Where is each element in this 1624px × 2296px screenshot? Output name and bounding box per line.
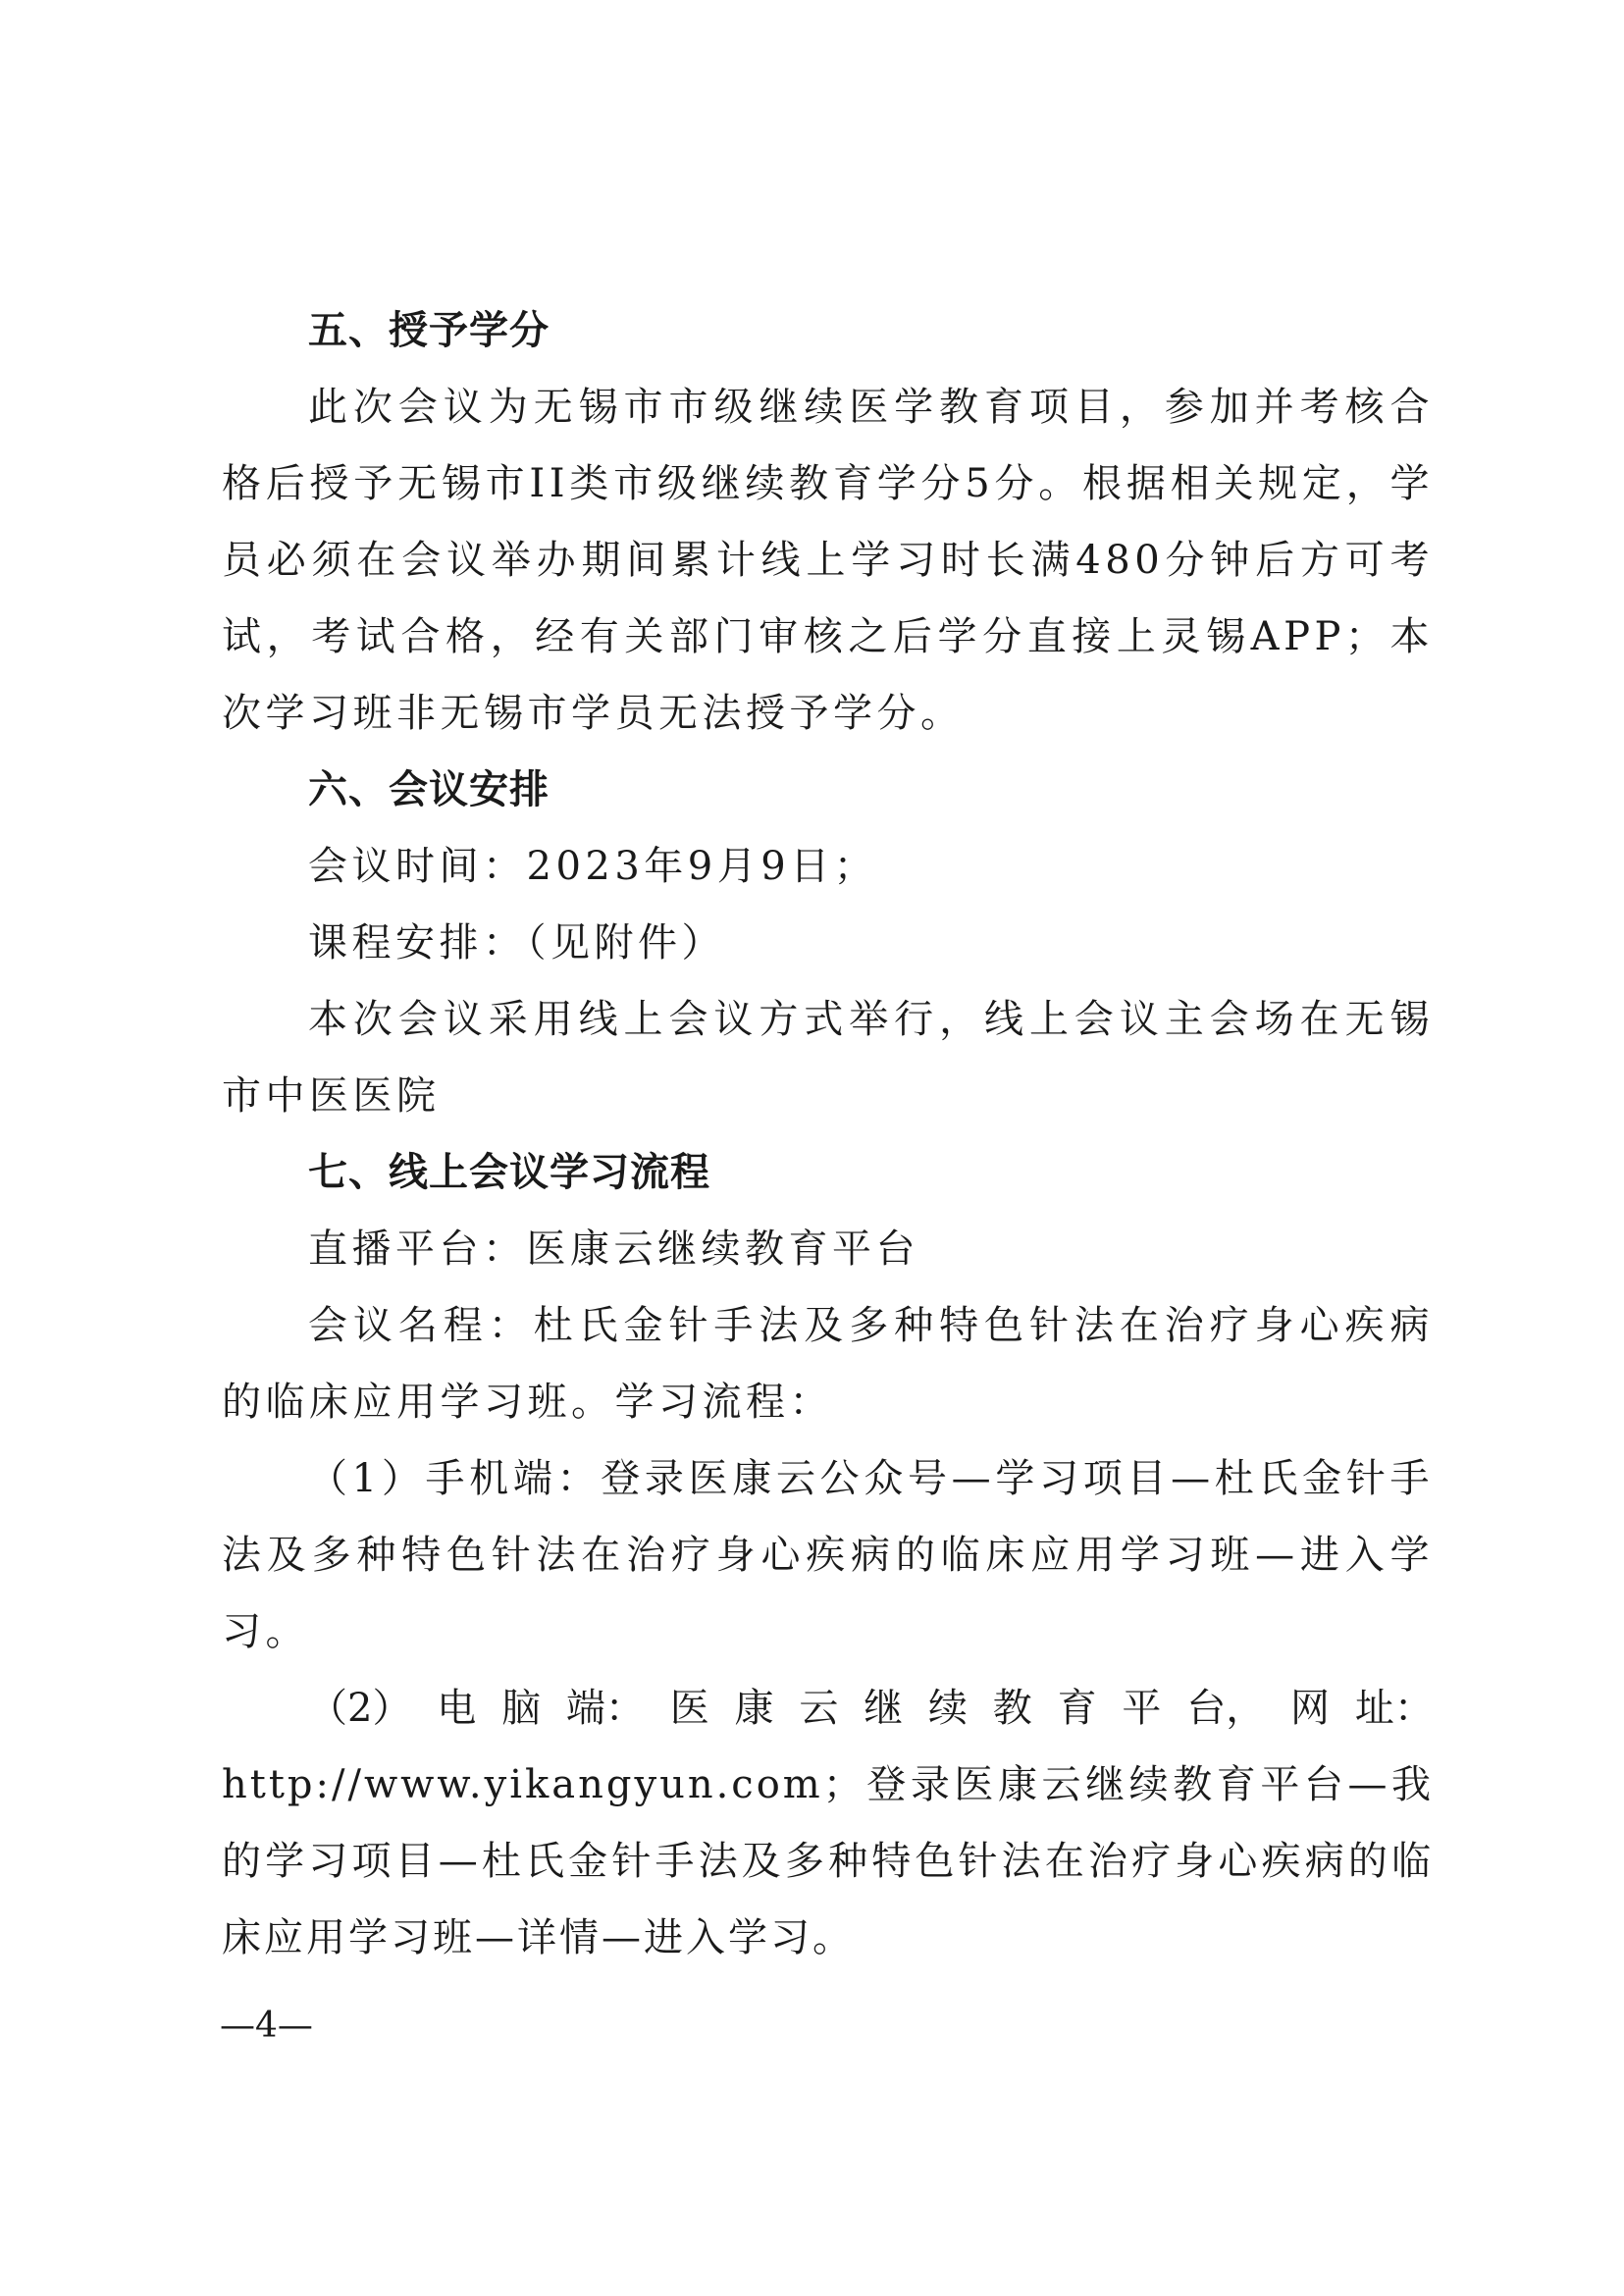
document-body	[222, 292, 1434, 1976]
pc-part: 康	[734, 1686, 774, 1731]
meeting-venue: 本次会议采用线上会议方式举行，线上会议主会场在无锡市中医医院	[222, 997, 1434, 1119]
pc-part: 平	[1122, 1686, 1162, 1731]
pc-part: （2）	[308, 1686, 412, 1731]
pc-part: 继	[864, 1686, 904, 1731]
pc-part: 台，	[1186, 1686, 1266, 1731]
credits-paragraph: 此次会议为无锡市市级继续医学教育项目，参加并考核合格后授予无锡市II类市级继续教育学分5分。根据相关规定，学员必须在会议举办期间累计线上学习时长满480分钟后方可考试，考试合格，经有关部门审核之后学分直接上灵锡APP；本次学习班非无锡市学员无法授予学分。	[222, 385, 1434, 736]
meeting-time: 会议时间：2023年9月9日；	[308, 844, 878, 889]
course-schedule: 课程安排：（见附件）	[308, 920, 725, 965]
pc-part: 脑	[501, 1686, 542, 1731]
live-platform: 直播平台：医康云继续教育平台	[308, 1226, 919, 1272]
pc-process-first-line	[222, 1670, 1434, 1747]
platform-url: http://www.yikangyun.com	[222, 1762, 823, 1807]
pc-part: 电	[437, 1686, 477, 1731]
pc-part: 址：	[1354, 1686, 1434, 1731]
pc-process-rest: ；登录医康云继续教育平台—我的学习项目—杜氏金针手法及多种特色针法在治疗身心疾病的临床应用学习班—详情—进入学习。	[222, 1762, 1434, 1960]
pc-part: 教	[992, 1686, 1032, 1731]
mobile-process: （1）手机端：登录医康云公众号—学习项目—杜氏金针手法及多种特色针法在治疗身心疾病的临床应用学习班—进入学习。	[222, 1456, 1434, 1654]
pc-part: 续	[927, 1686, 968, 1731]
section-heading-arrangement: 六、会议安排	[308, 767, 550, 812]
pc-process-body	[222, 1747, 1434, 1976]
page-number: —4—	[220, 2006, 313, 2046]
pc-part: 端：	[565, 1686, 645, 1731]
section-heading-credits: 五、授予学分	[308, 308, 550, 353]
meeting-name: 会议名程：杜氏金针手法及多种特色针法在治疗身心疾病的临床应用学习班。学习流程：	[222, 1303, 1434, 1425]
pc-part: 育	[1057, 1686, 1097, 1731]
pc-part: 网	[1290, 1686, 1331, 1731]
section-heading-online-process: 七、线上会议学习流程	[308, 1150, 710, 1195]
pc-part: 医	[669, 1686, 709, 1731]
pc-part: 云	[799, 1686, 839, 1731]
